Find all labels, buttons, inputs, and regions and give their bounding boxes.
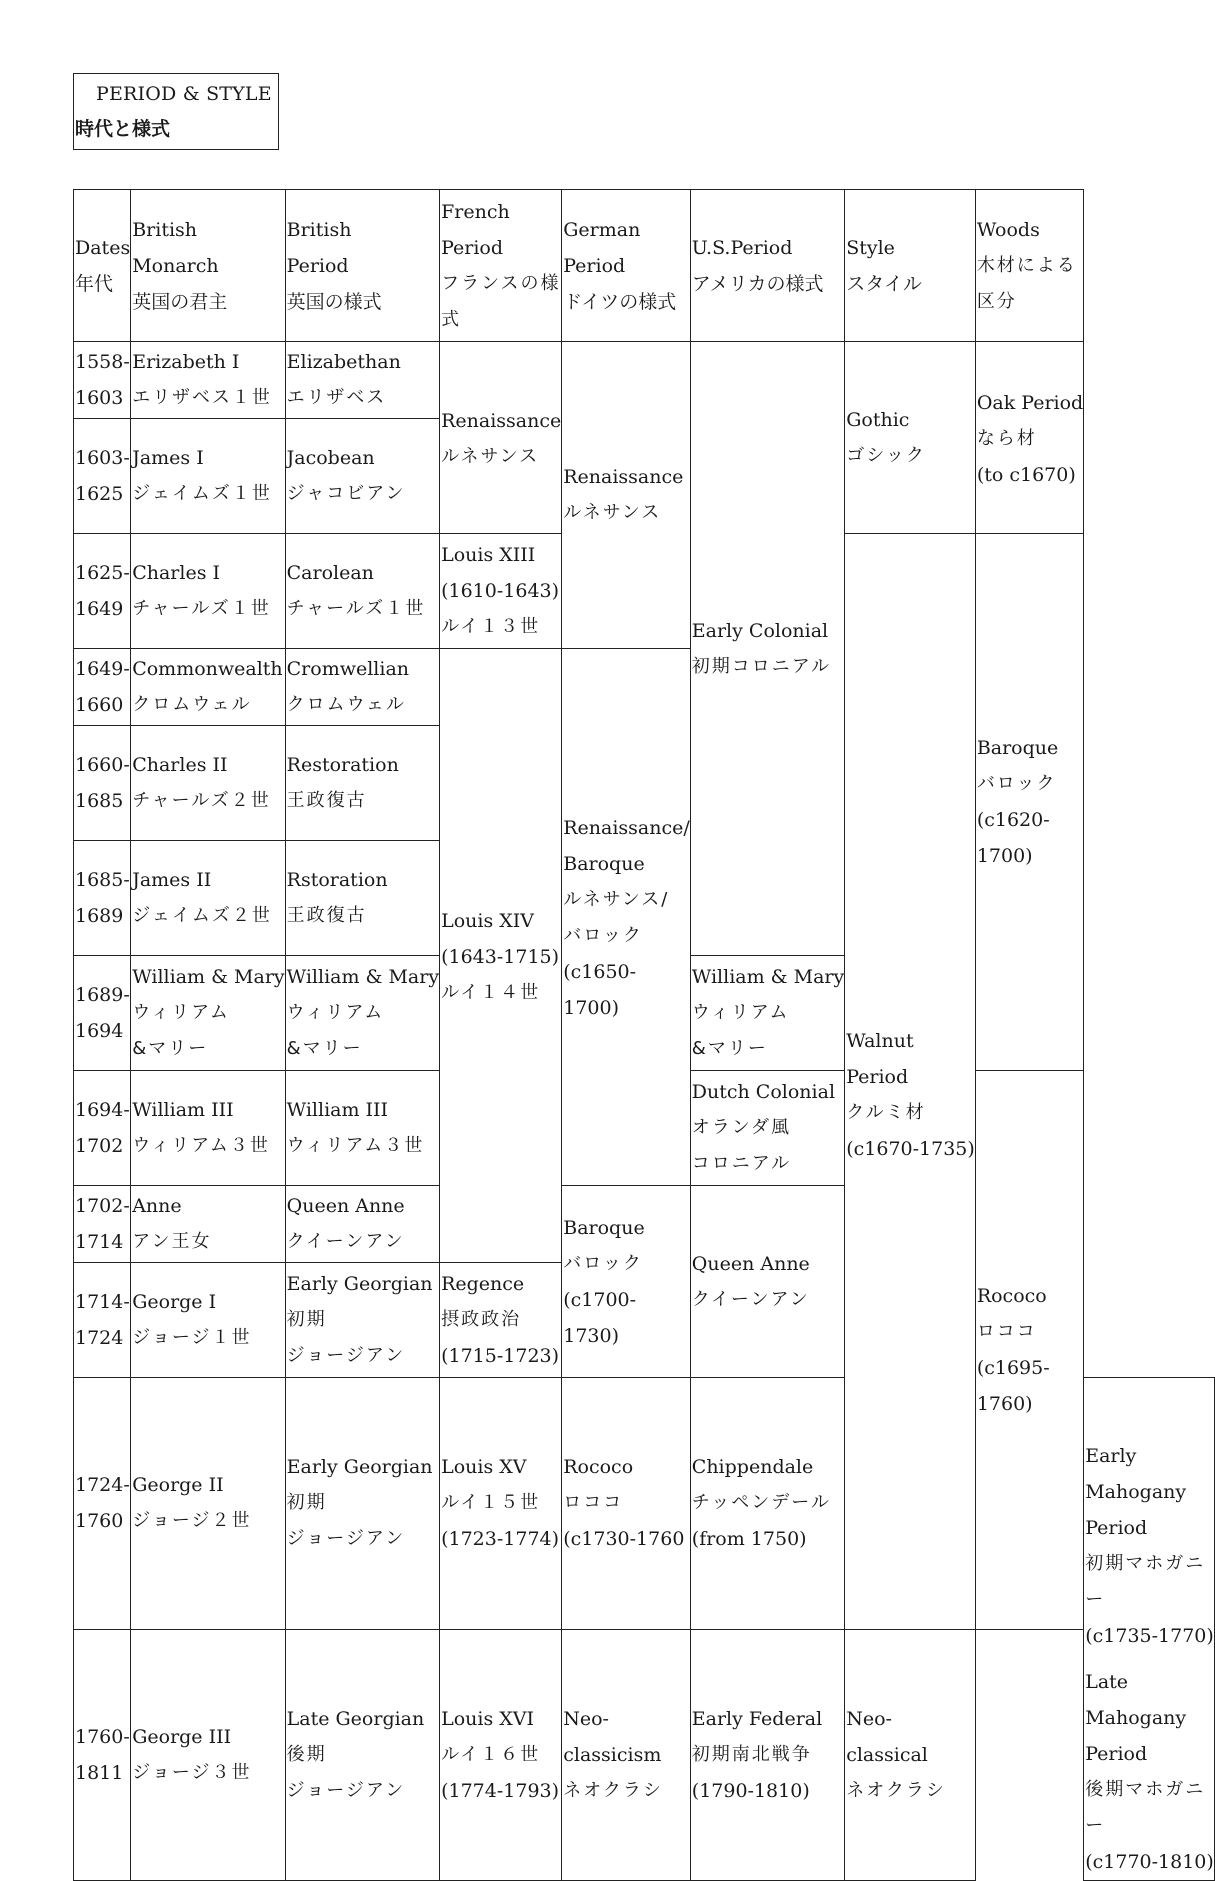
cell-content xyxy=(441,401,561,475)
dates-cell xyxy=(74,534,131,649)
cell-content xyxy=(977,383,1083,493)
cell-text: George I xyxy=(132,1291,217,1313)
cell-content xyxy=(846,995,975,1167)
cell-text: (1643-1715) xyxy=(441,945,560,968)
cell-text: Charles I xyxy=(132,562,221,584)
cell-text: 英国の君主 xyxy=(132,290,228,313)
cell-text: ジョージアン xyxy=(286,1345,406,1366)
german-rococo-cell xyxy=(562,1378,691,1630)
french-louis-xvi-cell xyxy=(440,1629,562,1881)
style-baroque-cell xyxy=(975,534,1083,1071)
british-period-cell xyxy=(285,1071,439,1186)
title-english: PERIOD & STYLE xyxy=(96,83,272,105)
british-period-cell xyxy=(285,1378,439,1630)
style-gothic-cell xyxy=(845,342,976,534)
cell-text: チャールズ１世 xyxy=(286,598,426,619)
cell-text: 初期マホガニー xyxy=(1085,1553,1206,1610)
monarch-cell xyxy=(131,841,285,956)
cell-text: (c1620- xyxy=(976,809,1050,831)
cell-text: William & Mary xyxy=(286,966,440,988)
monarch-cell xyxy=(131,1629,285,1881)
cell-text: Louis XIII xyxy=(441,544,536,566)
style-rococo-cell xyxy=(975,1071,1083,1630)
cell-text: ジョージアン xyxy=(286,1779,406,1801)
header-german-period xyxy=(562,190,691,342)
cell-text: 1660 xyxy=(75,694,124,716)
table-row xyxy=(74,1629,1215,1881)
cell-text: &マリー xyxy=(286,1038,363,1059)
cell-text: (c1735-1770) xyxy=(1085,1625,1214,1647)
cell-text: 年代 xyxy=(75,272,114,295)
cell-text: クロムウェル xyxy=(286,694,406,715)
cell-text: クロムウェル xyxy=(132,694,252,715)
cell-text: Chippendale xyxy=(691,1456,814,1479)
cell-text: (to c1670) xyxy=(976,463,1076,486)
cell-text: ルイ１６世 xyxy=(441,1743,541,1765)
british-period-cell xyxy=(285,649,439,726)
monarch-cell xyxy=(131,649,285,726)
cell-text: 初期南北戦争 xyxy=(691,1743,812,1765)
cell-text: 1760- xyxy=(75,1725,130,1748)
cell-content xyxy=(563,808,690,1026)
cell-text: バロック xyxy=(563,925,643,946)
french-renaissance-cell xyxy=(440,342,562,534)
british-period-cell xyxy=(285,419,439,534)
cell-content xyxy=(1085,1378,1214,1880)
cell-text: Elizabethan xyxy=(286,351,401,373)
cell-text: エリザベス１世 xyxy=(132,387,272,408)
title-japanese: 時代と様式 xyxy=(75,118,171,140)
cell-text: Dutch Colonial xyxy=(691,1081,836,1103)
cell-text: Early Colonial xyxy=(691,619,829,642)
cell-text: &マリー xyxy=(132,1038,209,1059)
header-style xyxy=(845,190,976,342)
cell-text: クイーンアン xyxy=(691,1288,810,1310)
period-style-table xyxy=(73,189,1215,1881)
dates-cell xyxy=(74,1629,131,1881)
monarch-cell xyxy=(131,956,285,1071)
cell-text: Rstoration xyxy=(286,869,388,891)
us-early-federal-cell xyxy=(690,1629,844,1881)
cell-text: Carolean xyxy=(286,562,374,584)
cell-text: Jacobean xyxy=(286,447,375,469)
cell-text: classicism xyxy=(563,1743,662,1766)
cell-text: 1700) xyxy=(563,997,620,1019)
header-french-period xyxy=(440,190,562,342)
dates-cell xyxy=(74,419,131,534)
british-period-cell xyxy=(285,1186,439,1263)
cell-text: James II xyxy=(132,869,212,891)
cell-text: Late Georgian xyxy=(286,1707,425,1730)
us-early-colonial-cell xyxy=(690,342,844,956)
british-period-cell xyxy=(285,1263,439,1378)
cell-text: Baroque xyxy=(563,1216,645,1239)
cell-text: U.S.Period xyxy=(691,236,793,259)
cell-text: 1558- xyxy=(75,351,130,373)
cell-text: Woods xyxy=(976,218,1040,241)
cell-text: 1685 xyxy=(75,790,124,812)
cell-text: Baroque xyxy=(563,853,645,875)
monarch-cell xyxy=(131,1263,285,1378)
cell-text: ロココ xyxy=(563,1492,624,1514)
cell-text: 後期マホガニー xyxy=(1085,1779,1206,1836)
cell-text: (1610-1643) xyxy=(441,580,560,602)
cell-text: 英国の様式 xyxy=(286,290,382,313)
woods-mahogany-cell xyxy=(1084,1378,1215,1881)
cell-text: ジョージ２世 xyxy=(132,1510,252,1532)
cell-text: (1723-1774) xyxy=(441,1528,560,1551)
dates-cell xyxy=(74,726,131,841)
cell-text: 1714- xyxy=(75,1291,130,1313)
cell-text: 初期 xyxy=(286,1309,327,1330)
dates-cell xyxy=(74,649,131,726)
cell-text: Walnut xyxy=(846,1030,914,1053)
cell-text: バロック xyxy=(563,1252,643,1274)
cell-text: エリザベス xyxy=(286,387,387,408)
cell-text: ルイ１５世 xyxy=(441,1492,541,1514)
us-william-mary-cell xyxy=(690,956,844,1071)
dates-cell xyxy=(74,956,131,1071)
cell-text: ジョージアン xyxy=(286,1528,406,1550)
cell-text: ウィリアム xyxy=(132,1002,230,1023)
cell-text: ジャコビアン xyxy=(286,483,406,504)
cell-text: Renaissance/ xyxy=(563,817,690,839)
cell-text: Renaissance xyxy=(563,466,684,488)
british-period-cell xyxy=(285,726,439,841)
dates-cell xyxy=(74,1378,131,1630)
cell-text: James I xyxy=(132,447,204,469)
cell-text: 1625- xyxy=(75,562,130,584)
cell-text: アン王女 xyxy=(132,1231,212,1252)
us-queen-anne-cell xyxy=(690,1186,844,1378)
monarch-cell xyxy=(131,342,285,419)
cell-text: Early xyxy=(1085,1445,1137,1467)
cell-text: 1811 xyxy=(75,1761,124,1784)
cell-text: バロック xyxy=(976,773,1057,794)
dates-cell xyxy=(74,841,131,956)
cell-text: スタイル xyxy=(846,272,922,295)
cell-text: Neo- xyxy=(846,1707,892,1730)
cell-content xyxy=(441,901,561,1011)
french-louis-xiv-cell xyxy=(440,649,562,1263)
cell-text: 1603 xyxy=(75,387,124,409)
cell-text: ジョージ１世 xyxy=(132,1327,252,1348)
cell-text: Renaissance xyxy=(441,409,562,432)
dates-cell xyxy=(74,342,131,419)
cell-text: 摂政政治 xyxy=(441,1309,522,1330)
cell-text: ウィリアム xyxy=(286,1002,385,1023)
german-baroque-cell xyxy=(562,1186,691,1378)
cell-text: ジェイムズ２世 xyxy=(132,905,272,926)
cell-text: 1714 xyxy=(75,1231,124,1253)
monarch-cell xyxy=(131,1378,285,1630)
cell-text: 1649 xyxy=(75,598,124,620)
cell-text: Anne xyxy=(132,1195,182,1217)
cell-text: Gothic xyxy=(846,408,910,431)
cell-text: William III xyxy=(132,1099,234,1121)
header-row xyxy=(74,190,1215,342)
monarch-cell xyxy=(131,1071,285,1186)
cell-text: Period xyxy=(441,236,504,259)
cell-text: Period xyxy=(563,254,626,277)
cell-text: (1790-1810) xyxy=(691,1779,810,1802)
cell-text: ロココ xyxy=(976,1320,1037,1342)
cell-text: クルミ材 xyxy=(846,1102,926,1124)
monarch-cell xyxy=(131,534,285,649)
cell-text: Queen Anne xyxy=(286,1195,405,1217)
woods-walnut-cell xyxy=(845,534,976,1630)
cell-text: 1625 xyxy=(75,483,124,505)
cell-text: 1724- xyxy=(75,1474,130,1497)
cell-text: William & Mary xyxy=(132,966,285,988)
cell-text: ドイツの様式 xyxy=(563,290,677,313)
german-neoclassicism-cell xyxy=(562,1629,691,1881)
cell-text: Style xyxy=(846,236,895,259)
dates-cell xyxy=(74,1263,131,1378)
cell-text: Period xyxy=(1085,1517,1148,1539)
cell-text: 1603- xyxy=(75,447,130,469)
cell-text: 後期 xyxy=(286,1743,327,1765)
british-period-cell xyxy=(285,841,439,956)
german-renaissance-cell xyxy=(562,342,691,649)
cell-text: (c1700- xyxy=(563,1288,637,1311)
cell-text: (c1695- xyxy=(976,1356,1050,1379)
cell-text: オランダ風 xyxy=(691,1117,792,1138)
header-british-monarch xyxy=(131,190,285,342)
cell-text: ルイ１３世 xyxy=(441,616,541,637)
cell-text: Baroque xyxy=(976,737,1059,759)
cell-text: Early Georgian xyxy=(286,1456,433,1479)
cell-text: British xyxy=(286,218,352,241)
cell-text: 王政復古 xyxy=(286,790,367,811)
cell-text: William III xyxy=(286,1099,389,1121)
us-dutch-colonial-cell xyxy=(690,1071,844,1186)
french-louis-xv-cell xyxy=(440,1378,562,1630)
cell-text: (1774-1793) xyxy=(441,1779,560,1802)
cell-text: William & Mary xyxy=(691,966,845,988)
cell-text: ルネサンス xyxy=(441,445,540,467)
cell-text: (c1770-1810) xyxy=(1085,1851,1214,1873)
cell-text: French xyxy=(441,200,510,223)
cell-text: (c1730-1760 xyxy=(563,1528,685,1551)
cell-text: Late xyxy=(1085,1671,1129,1693)
cell-text: (from 1750) xyxy=(691,1528,807,1551)
cell-text: Early Georgian xyxy=(286,1273,433,1295)
cell-text: Restoration xyxy=(286,754,399,776)
cell-text: Mahogany xyxy=(1085,1707,1187,1729)
british-period-cell xyxy=(285,342,439,419)
cell-text: 木材による区分 xyxy=(976,254,1077,312)
monarch-cell xyxy=(131,419,285,534)
woods-oak-cell xyxy=(975,342,1083,534)
cell-text: Rococo xyxy=(563,1456,634,1479)
cell-text: Regence xyxy=(441,1273,525,1295)
header-british-period xyxy=(285,190,439,342)
british-period-cell xyxy=(285,534,439,649)
cell-text: 1685- xyxy=(75,869,130,891)
cell-text: アメリカの様式 xyxy=(691,272,824,295)
cell-text: 1702 xyxy=(75,1135,124,1157)
french-regence-cell xyxy=(440,1263,562,1378)
cell-text: ジェイムズ１世 xyxy=(132,483,272,504)
cell-text: Period xyxy=(846,1066,909,1089)
header-woods xyxy=(975,190,1083,342)
cell-text: Period xyxy=(1085,1743,1148,1765)
cell-text: ネオクラシ xyxy=(563,1779,663,1801)
cell-text: ルイ１４世 xyxy=(441,981,541,1003)
cell-text: (1715-1723) xyxy=(441,1345,560,1367)
cell-text: ウィリアム xyxy=(691,1002,790,1023)
cell-text: Early Federal xyxy=(691,1707,823,1730)
cell-text: ルネサンス xyxy=(563,502,662,523)
cell-text: Charles II xyxy=(132,754,228,776)
cell-text: 1694- xyxy=(75,1099,130,1121)
cell-text: German xyxy=(563,218,641,241)
cell-text: 1760) xyxy=(976,1392,1033,1415)
cell-text: Period xyxy=(286,254,349,277)
cell-text: (c1650- xyxy=(563,961,637,983)
header-us-period xyxy=(690,190,844,342)
us-chippendale-cell xyxy=(690,1378,844,1630)
cell-text: 1702- xyxy=(75,1195,130,1217)
cell-text: コロニアル xyxy=(691,1153,792,1174)
style-neoclassical-cell xyxy=(845,1629,976,1881)
cell-text: 1689- xyxy=(75,984,130,1006)
cell-text: British xyxy=(132,218,198,241)
cell-text: Neo- xyxy=(563,1707,609,1730)
cell-text: 1700) xyxy=(976,845,1033,867)
cell-text: 1730) xyxy=(563,1324,620,1347)
cell-text: 1724 xyxy=(75,1327,124,1349)
cell-text: classical xyxy=(846,1743,928,1766)
title-box xyxy=(73,73,279,150)
cell-text: 初期 xyxy=(286,1492,327,1514)
cell-text: (c1670-1735) xyxy=(846,1138,975,1161)
cell-text: なら材 xyxy=(976,427,1037,449)
cell-text: George III xyxy=(132,1725,232,1748)
cell-text: ウィリアム３世 xyxy=(286,1135,425,1156)
dates-cell xyxy=(74,1071,131,1186)
cell-text: Queen Anne xyxy=(691,1252,810,1275)
cell-text: 1689 xyxy=(75,905,124,927)
cell-text: チャールズ１世 xyxy=(132,598,271,619)
cell-text: ルネサンス/ xyxy=(563,889,670,910)
cell-text: &マリー xyxy=(691,1038,768,1059)
cell-text: クイーンアン xyxy=(286,1231,405,1252)
cell-text: Oak Period xyxy=(976,391,1084,414)
cell-text: 1694 xyxy=(75,1020,124,1042)
cell-text: Erizabeth I xyxy=(132,351,240,373)
cell-text: ゴシック xyxy=(846,444,926,466)
cell-text: Monarch xyxy=(132,254,219,277)
cell-text: 1649- xyxy=(75,658,130,680)
table-row xyxy=(74,342,1215,419)
cell-text: George II xyxy=(132,1474,224,1497)
cell-text: 王政復古 xyxy=(286,905,367,926)
cell-text: Louis XV xyxy=(441,1456,527,1479)
french-louis-xiii-cell xyxy=(440,534,562,649)
cell-text: チャールズ２世 xyxy=(132,790,271,811)
cell-text: ネオクラシ xyxy=(846,1779,946,1801)
german-renaissance-baroque-cell xyxy=(562,649,691,1186)
cell-text: Rococo xyxy=(976,1284,1047,1307)
cell-text: 1760 xyxy=(75,1510,124,1533)
british-period-cell xyxy=(285,956,439,1071)
cell-text: Cromwellian xyxy=(286,658,410,680)
cell-text: Louis XIV xyxy=(441,909,534,932)
cell-text: ジョージ３世 xyxy=(132,1761,252,1783)
cell-text: Louis XVI xyxy=(441,1707,534,1730)
header-dates xyxy=(74,190,131,342)
cell-text: Commonwealth xyxy=(132,658,283,680)
cell-text: Mahogany xyxy=(1085,1481,1187,1503)
cell-text: 初期コロニアル xyxy=(691,655,832,677)
british-period-cell xyxy=(285,1629,439,1881)
cell-text: フランスの様式 xyxy=(441,272,561,330)
monarch-cell xyxy=(131,1186,285,1263)
cell-text: Dates xyxy=(75,236,131,259)
cell-text: チッペンデール xyxy=(691,1492,831,1514)
monarch-cell xyxy=(131,726,285,841)
cell-text: 1660- xyxy=(75,754,130,776)
dates-cell xyxy=(74,1186,131,1263)
cell-text: ウィリアム３世 xyxy=(132,1135,270,1156)
